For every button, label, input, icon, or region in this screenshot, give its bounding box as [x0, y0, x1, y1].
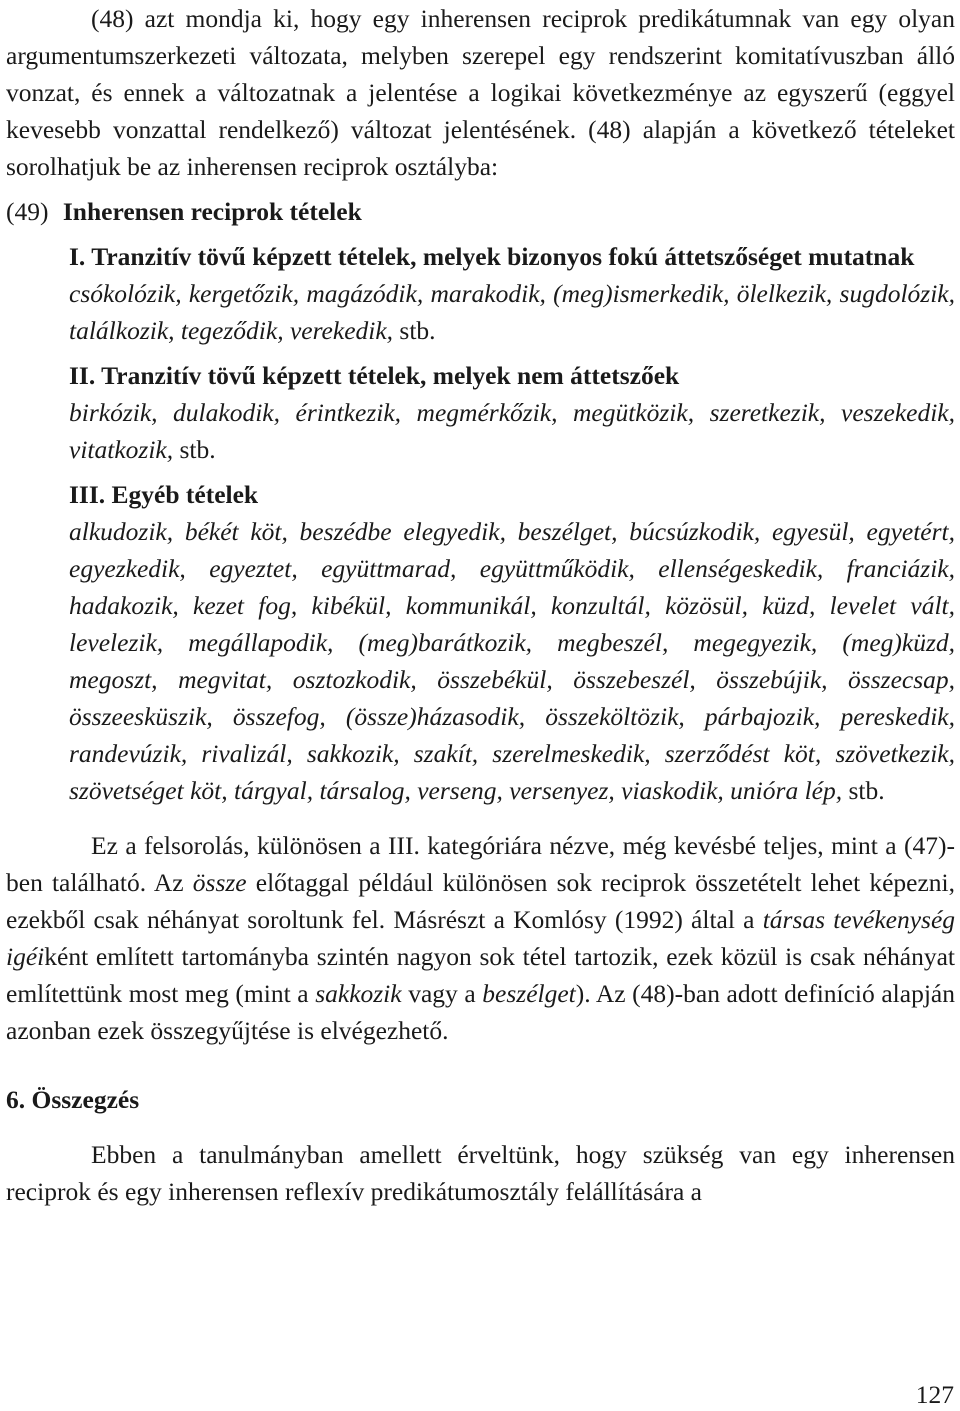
- group-2-items: [69, 394, 955, 468]
- group-3-suffix: stb.: [842, 776, 885, 805]
- group-1-heading: I. Tranzitív tövű képzett tételek, melyek bizonyos fokú áttetszőséget mutatnak: [69, 242, 915, 271]
- section-heading: 6. Összegzés: [6, 1085, 140, 1114]
- example-49-header: [6, 193, 955, 230]
- text-run: ). Az (48)-ban adott definíció alapján azonban ezek összegyűjtése is elvégezhető.: [6, 979, 955, 1045]
- group-1-list: csókolózik, kergetőzik, magázódik, marakodik, (meg)ismerkedik, ölelkezik, sugdolózik, találkozik, tegeződik, verekedik,: [69, 279, 955, 345]
- italic-term: társas tevékenység igéi: [6, 905, 956, 971]
- group-2-suffix: stb.: [173, 435, 216, 464]
- paragraph-discussion: [6, 827, 955, 1049]
- example-49: [6, 193, 955, 809]
- paragraph-summary: Ebben a tanulmányban amellett érveltünk, hogy szükség van egy inherensen reciprok és egy inherensen reflexív predikátumosztály felállítására a: [6, 1140, 955, 1206]
- group-3-items: [69, 513, 955, 809]
- page-number: 127: [915, 1380, 954, 1409]
- group-2-list: birkózik, dulakodik, érintkezik, megmérkőzik, megütközik, szeretkezik, veszekedik, vitatkozik,: [69, 398, 955, 464]
- group-1: [69, 238, 955, 349]
- group-2: [69, 357, 955, 468]
- group-3-list: alkudozik, békét köt, beszédbe elegyedik, beszélget, búcsúzkodik, egyesül, egyetért, egyezkedik, egyeztet, együttmarad, együttműködik, ellenségeskedik, franciázik, hadakozik, kezet fog, kibékül, kommunikál, konzultál, közösül, küzd, levelet vált, levelezik, megállapodik, (meg)barátkozik, megbeszél, megegyezik, (meg)küzd, megoszt, megvitat, osztozkodik, összebékül, összebeszél, összebújik, összecsap, összeesküszik, összefog, (össze)házasodik, összeköltözik, párbajozik, pereskedik, randevúzik, rivalizál, sakkozik, szakít, szerelmeskedik, szerződést köt, szövetkezik, szövetséget köt, tárgyal, társalog, verseng, versenyez, viaskodik, unióra lép,: [69, 517, 955, 805]
- group-1-items: [69, 275, 955, 349]
- italic-term: össze: [192, 868, 247, 897]
- text-run: ként említett tartományba szintén nagyon sok tétel tartozik, ezek közül is csak néhányat említettünk most meg (mint a: [6, 942, 955, 1008]
- text-run: vagy a: [401, 979, 483, 1008]
- italic-term: sakkozik: [315, 979, 402, 1008]
- paragraph-definition: (48) azt mondja ki, hogy egy inherensen reciprok predikátumnak van egy olyan argumentumszerkezeti változata, melyben szerepel egy rendszerint komitatívuszban álló vonzat, és ennek a változatnak a jelentése a logikai következménye az egyszerű (eggyel kevesebb vonzattal rendelkező) változat jelentésének. (48) alapján a következő tételeket sorolhatjuk be az inherensen reciprok osztályba:: [6, 4, 955, 181]
- example-title: Inherensen reciprok tételek: [62, 197, 362, 226]
- text-run: Ez a felsorolás, különösen a III. kategóriára nézve, még kevésbé teljes, mint a (47)-ben található. Az: [6, 831, 955, 897]
- page-body: [6, 0, 955, 1210]
- example-number: (49): [6, 197, 49, 226]
- text-run: előtaggal például különösen sok reciprok összetételt lehet képezni, ezekből csak néhányat soroltunk fel. Másrészt a Komlósy (1992) által a: [6, 868, 955, 934]
- group-3: [69, 476, 955, 809]
- group-3-heading: III. Egyéb tételek: [69, 480, 259, 509]
- group-2-heading: II. Tranzitív tövű képzett tételek, melyek nem áttetszőek: [69, 361, 680, 390]
- group-1-suffix: stb.: [393, 316, 436, 345]
- italic-term: beszélget: [482, 979, 576, 1008]
